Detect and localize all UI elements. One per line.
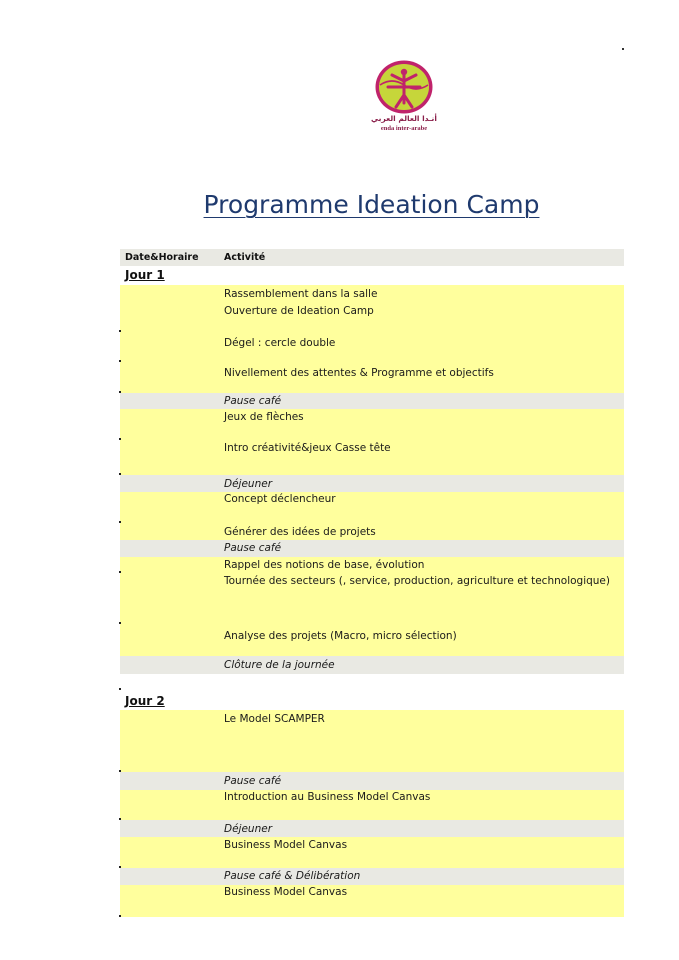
agenda-row bbox=[120, 540, 624, 557]
activity-text: Concept déclencheur bbox=[224, 493, 336, 505]
agenda-row bbox=[120, 334, 624, 363]
activity-text: Nivellement des attentes & Programme et objectifs bbox=[224, 367, 494, 379]
day-row bbox=[120, 266, 624, 285]
activity-text: Business Model Canvas bbox=[224, 839, 348, 851]
agenda-row bbox=[120, 772, 624, 790]
activity-text: Déjeuner bbox=[224, 478, 273, 490]
agenda-row bbox=[120, 625, 624, 656]
agenda-row bbox=[120, 820, 624, 837]
activity-text: Business Model Canvas bbox=[224, 886, 348, 898]
agenda-row bbox=[120, 492, 624, 523]
day-label: Jour 2 bbox=[125, 694, 165, 708]
agenda-table bbox=[120, 249, 624, 917]
agenda-row bbox=[120, 363, 624, 393]
agenda-row bbox=[120, 409, 624, 440]
agenda-row bbox=[120, 557, 624, 573]
activity-text: Introduction au Business Model Canvas bbox=[224, 791, 431, 803]
agenda-row bbox=[120, 573, 624, 625]
activity-text: Rassemblement dans la salle bbox=[224, 288, 378, 300]
logo-arabic-name: أنـدا العالم العربي bbox=[371, 114, 437, 123]
activity-text: Clôture de la journée bbox=[224, 659, 335, 671]
day-row bbox=[120, 692, 624, 710]
agenda-row bbox=[120, 440, 624, 475]
row-tick bbox=[119, 330, 121, 332]
enda-emblem-icon bbox=[374, 59, 434, 115]
activity-text: Ouverture de Ideation Camp bbox=[224, 305, 374, 317]
agenda-row bbox=[120, 303, 624, 334]
row-tick bbox=[119, 360, 121, 362]
activity-text: Pause café bbox=[224, 395, 282, 407]
activity-text: Jeux de flèches bbox=[224, 411, 304, 423]
agenda-row bbox=[120, 837, 624, 868]
activity-text: Générer des idées de projets bbox=[224, 526, 376, 538]
header-date: Date&Horaire bbox=[125, 252, 199, 263]
agenda-row bbox=[120, 790, 624, 820]
row-tick bbox=[119, 915, 121, 917]
agenda-row bbox=[120, 285, 624, 303]
stray-dot bbox=[622, 48, 624, 50]
agenda-row bbox=[120, 393, 624, 409]
organization-logo bbox=[371, 59, 437, 135]
row-tick bbox=[119, 688, 121, 690]
agenda-row bbox=[120, 475, 624, 492]
activity-text: Pause café bbox=[224, 775, 282, 787]
page-title: Programme Ideation Camp bbox=[203, 190, 540, 219]
activity-text: Analyse des projets (Macro, micro sélection) bbox=[224, 630, 457, 642]
activity-text: Dégel : cercle double bbox=[224, 337, 336, 349]
activity-text: Déjeuner bbox=[224, 823, 273, 835]
activity-text: Intro créativité&jeux Casse tête bbox=[224, 442, 391, 454]
table-header-row bbox=[120, 249, 624, 266]
activity-text: Tournée des secteurs (, service, production, agriculture et technologique) bbox=[224, 575, 610, 587]
activity-text: Le Model SCAMPER bbox=[224, 713, 325, 725]
agenda-row bbox=[120, 656, 624, 674]
activity-text: Pause café bbox=[224, 542, 282, 554]
row-tick bbox=[119, 622, 121, 624]
agenda-row bbox=[120, 710, 624, 772]
agenda-row bbox=[120, 868, 624, 885]
agenda-row bbox=[120, 885, 624, 917]
spacer-row bbox=[120, 674, 624, 692]
day-label: Jour 1 bbox=[125, 268, 165, 282]
logo-latin-name: enda inter-arabe bbox=[380, 125, 428, 132]
activity-text: Pause café & Délibération bbox=[224, 870, 361, 882]
activity-text: Rappel des notions de base, évolution bbox=[224, 559, 425, 571]
header-activity: Activité bbox=[224, 252, 266, 263]
agenda-row bbox=[120, 523, 624, 540]
